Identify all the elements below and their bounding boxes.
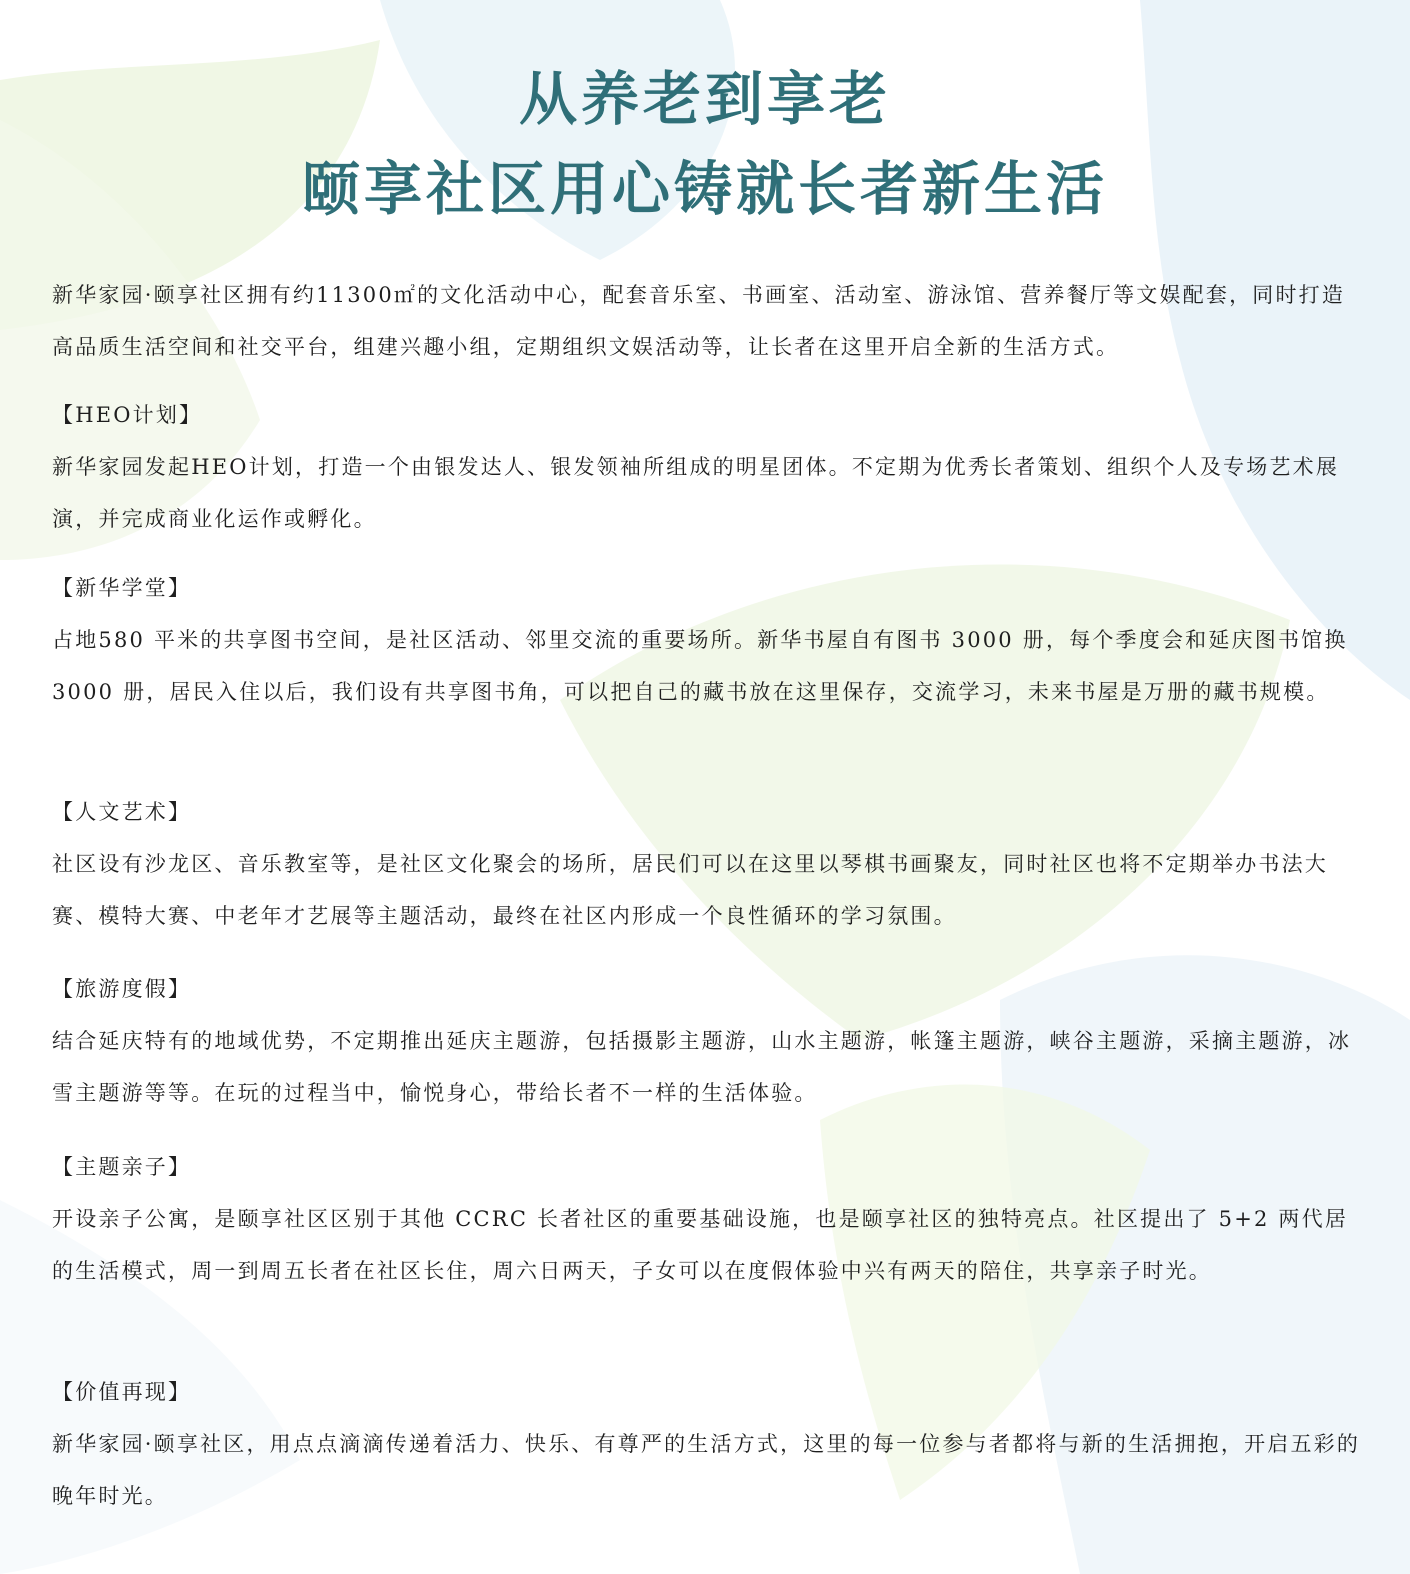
section-text-academy: 占地580 平米的共享图书空间，是社区活动、邻里交流的重要场所。新华书屋自有图书 3000 册，每个季度会和延庆图书馆换 3000 册，居民入住以后，我们设有共享图书角，可以把自己的藏书放在这里保存，交流学习，未来书屋是万册的藏书规模。 (52, 628, 1348, 704)
intro-paragraph: 新华家园·颐享社区拥有约11300㎡的文化活动中心，配套音乐室、书画室、活动室、游泳馆、营养餐厅等文娱配套，同时打造高品质生活空间和社交平台，组建兴趣小组，定期组织文娱活动等，让长者在这里开启全新的生活方式。 (52, 283, 1346, 359)
page-title-line1: 从养老到享老 (518, 65, 891, 133)
section-heading-travel: 【旅游度假】 (52, 977, 192, 1001)
section-heading-family: 【主题亲子】 (52, 1155, 192, 1179)
section-text-family: 开设亲子公寓，是颐享社区区别于其他 CCRC 长者社区的重要基础设施，也是颐享社区的独特亮点。社区提出了 5+2 两代居的生活模式，周一到周五长者在社区长住，周六日两天，子女可以在度假体验中兴有两天的陪住，共享亲子时光。 (52, 1207, 1349, 1283)
section-text-culture: 社区设有沙龙区、音乐教室等，是社区文化聚会的场所，居民们可以在这里以琴棋书画聚友，同时社区也将不定期举办书法大赛、模特大赛、中老年才艺展等主题活动，最终在社区内形成一个良性循环的学习氛围。 (52, 852, 1328, 928)
section-text-travel: 结合延庆特有的地域优势，不定期推出延庆主题游，包括摄影主题游，山水主题游，帐篷主题游，峡谷主题游，采摘主题游，冰雪主题游等等。在玩的过程当中，愉悦身心，带给长者不一样的生活体验。 (52, 1029, 1352, 1105)
section-text-value: 新华家园·颐享社区，用点点滴滴传递着活力、快乐、有尊严的生活方式，这里的每一位参与者都将与新的生活拥抱，开启五彩的晚年时光。 (52, 1432, 1361, 1508)
section-heading-value: 【价值再现】 (52, 1380, 192, 1404)
page-title-line2: 颐享社区用心铸就长者新生活 (301, 155, 1108, 223)
section-heading-culture: 【人文艺术】 (52, 800, 192, 824)
section-text-heo: 新华家园发起HEO计划，打造一个由银发达人、银发领袖所组成的明星团体。不定期为优秀长者策划、组织个人及专场艺术展演，并完成商业化运作或孵化。 (52, 455, 1340, 531)
section-heading-academy: 【新华学堂】 (52, 576, 192, 600)
section-heading-heo: 【HEO计划】 (52, 403, 203, 427)
